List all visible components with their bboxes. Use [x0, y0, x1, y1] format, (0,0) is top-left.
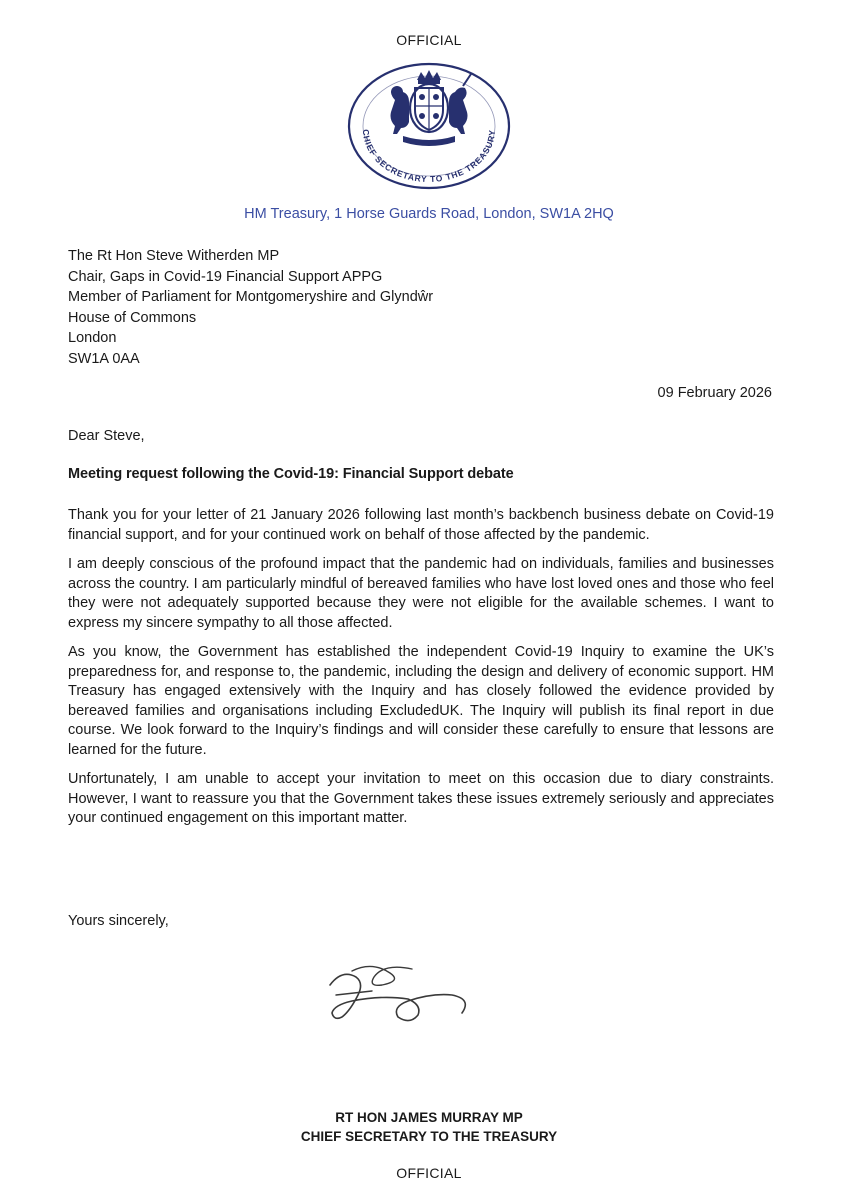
handwritten-signature-icon: [312, 955, 482, 1035]
sender-address: HM Treasury, 1 Horse Guards Road, London, SW1A 2HQ: [244, 206, 614, 222]
recipient-line: Member of Parliament for Montgomeryshire and Glyndŵr: [68, 289, 434, 305]
recipient-line: SW1A 0AA: [68, 350, 140, 367]
security-marking-bottom: OFFICIAL: [396, 1165, 462, 1181]
recipient-address-block: [68, 246, 768, 369]
signatory-name: RT HON JAMES MURRAY MP: [335, 1110, 523, 1125]
crest-ring-text: CHIEF SECRETARY TO THE TREASURY: [360, 128, 498, 185]
letter-date: 09 February 2026: [657, 385, 772, 401]
letter-body: [68, 506, 774, 839]
royal-coat-of-arms-icon: [345, 60, 513, 192]
security-marking-top: OFFICIAL: [396, 32, 462, 48]
salutation: Dear Steve,: [68, 428, 145, 444]
body-paragraph: I am deeply conscious of the profound impact that the pandemic had on individuals, families and businesses across the country. I am particularly mindful of bereaved families who have lost loved ones and those who feel they were not adequately supported because they were not eligible for the available schemes. I want to express my sincere sympathy to all those affected.: [68, 556, 774, 631]
recipient-line: House of Commons: [68, 309, 197, 326]
subject-line: Meeting request following the Covid-19: Financial Support debate: [68, 466, 514, 482]
closing: Yours sincerely,: [68, 913, 169, 929]
recipient-line: London: [68, 330, 117, 346]
signatory-title: CHIEF SECRETARY TO THE TREASURY: [300, 1129, 558, 1144]
body-paragraph: As you know, the Government has established the independent Covid-19 Inquiry to examine the UK’s preparedness for, and response to, the pandemic, including the design and delivery of economic support. HM Treasury has engaged extensively with the Inquiry and has closely followed the evidence provided by bereaved families and organisations including ExcludedUK. The Inquiry will publish its final report in due course. We look forward to the Inquiry’s findings and will consider these carefully to ensure that lessons are learned for the future.: [68, 644, 774, 758]
body-paragraph: Unfortunately, I am unable to accept your invitation to meet on this occasion due to diary constraints. However, I want to reassure you that the Government takes these issues extremely seriously and appreciates your continued engagement on this important matter.: [68, 771, 774, 826]
recipient-line: The Rt Hon Steve Witherden MP: [68, 248, 280, 264]
signatory-block: [0, 1108, 858, 1146]
body-paragraph: Thank you for your letter of 21 January 2026 following last month’s backbench business debate on Covid-19 financial support, and for your continued work on behalf of those affected by the pandemic.: [68, 507, 774, 543]
recipient-line: Chair, Gaps in Covid-19 Financial Support APPG: [68, 268, 383, 285]
